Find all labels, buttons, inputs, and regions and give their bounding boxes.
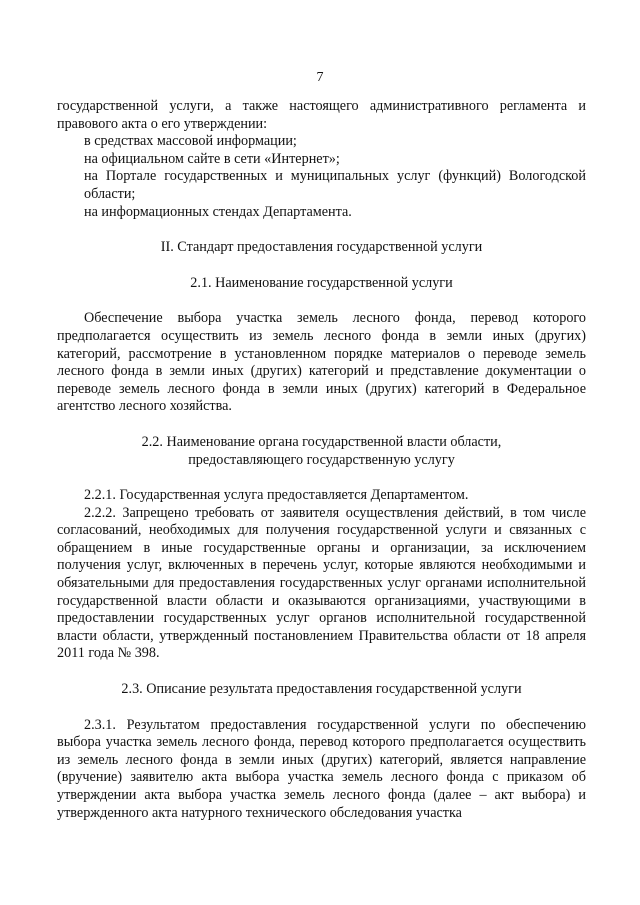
spacer <box>57 469 586 487</box>
intro-list-item: в средствах массовой информации; <box>84 133 297 150</box>
intro-list-item: на Портале государственных и муниципальных услуг (функций) Вологодской области; <box>84 168 586 202</box>
spacer <box>57 221 586 239</box>
section-2-1-text: Обеспечение выбора участка земель лесного фонда, перевод которого предполагается осуществить из земель лесного фонда в земли иных (других) категорий, рассмотрение в установленном порядке материалов о переводе земель лесного фонда в земли иных (других) категорий и представление документации о переводе земель лесного фонда в земли иных (других) категорий в Федеральное агентство лесного хозяйства. <box>57 310 586 415</box>
section-heading-2-1: 2.1. Наименование государственной услуги <box>190 274 453 291</box>
spacer <box>57 699 586 717</box>
section-heading-2-2-line2: предоставляющего государственную услугу <box>188 451 455 468</box>
document-body <box>57 98 586 822</box>
paragraph-2-3-1: 2.3.1. Результатом предоставления государственной услуги по обеспечению выбора участка земель лесного фонда, перевод которого предполагается осуществить из земель лесного фонда в земли иных (других) категорий, является направление (вручение) заявителю акта выбора участка земель лесного фонда с приказом об утверждении акта выбора участка земель лесного фонда (далее – акт выбора) и утвержденного акта натурного технического обследования участка <box>57 716 586 821</box>
page-number: 7 <box>316 70 324 85</box>
paragraph-2-2-1: 2.2.1. Государственная услуга предоставляется Департаментом. <box>84 487 469 504</box>
intro-continuation: государственной услуги, а также настоящего административного регламента и правового акта о его утверждении: <box>57 98 586 132</box>
paragraph-2-2-2: 2.2.2. Запрещено требовать от заявителя осуществления действий, в том числе согласований, необходимых для получения государственной услуги и связанных с обращением в иные государственные органы и организации, за исключением получения услуг, включенных в перечень услуг, которые являются необходимыми и обязательными для предоставления государственных услуг органами исполнительной государственной власти области и оказываются организациями, участвующими в предоставлении государственных услуг органов исполнительной государственной власти области, утвержденный постановлением Правительства области от 18 апреля 2011 года № 398. <box>57 504 586 662</box>
intro-list-item: на официальном сайте в сети «Интернет»; <box>84 150 340 167</box>
spacer <box>57 416 586 434</box>
section-heading-2-2-line1: 2.2. Наименование органа государственной власти области, <box>141 433 502 450</box>
intro-list-item: на информационных стендах Департамента. <box>84 203 352 220</box>
section-heading-ii: II. Стандарт предоставления государственной услуги <box>160 239 483 256</box>
section-heading-2-3: 2.3. Описание результата предоставления государственной услуги <box>121 681 522 698</box>
spacer <box>57 292 586 310</box>
spacer <box>57 257 586 275</box>
spacer <box>57 663 586 681</box>
